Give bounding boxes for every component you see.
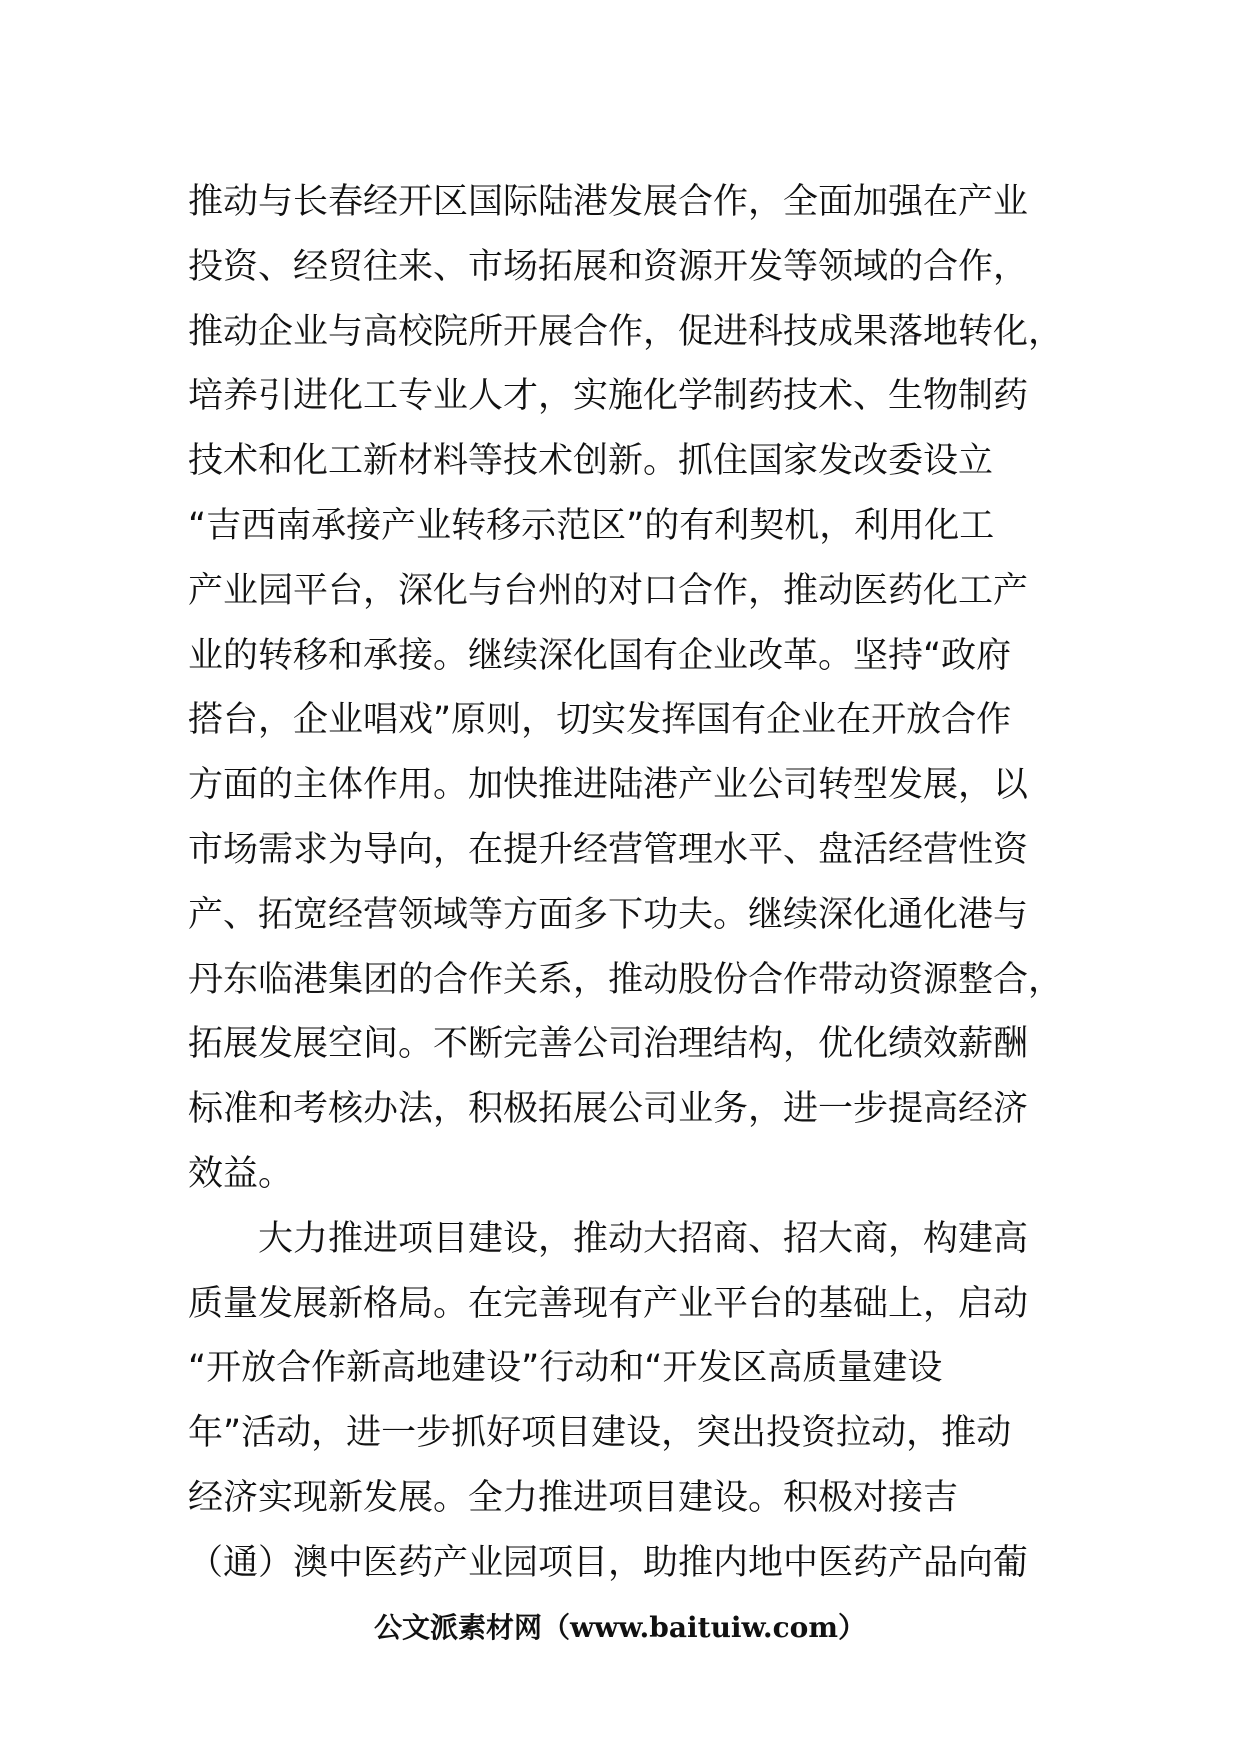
text-line: 业的转移和承接。继续深化国有企业改革。坚持“政府: [188, 635, 1012, 676]
text-line: 搭台，企业唱戏”原则，切实发挥国有企业在开放合作: [188, 700, 1012, 741]
text-line: 效益。: [188, 1153, 294, 1194]
text-line: 推动与长春经开区国际陆港发展合作，全面加强在产业: [188, 182, 1029, 222]
text-line: 产业园平台，深化与台州的对口合作，推动医药化工产: [188, 570, 1029, 611]
text-line: “开放合作新高地建设”行动和“开发区高质量建设: [188, 1348, 943, 1389]
text-line: 培养引进化工专业人才，实施化学制药技术、生物制药: [188, 376, 1029, 417]
footer-watermark: 公文派素材网（www.baituiw.com）: [374, 1611, 866, 1644]
text-line: （通）澳中医药产业园项目，助推内地中医药产品向葡: [188, 1542, 1029, 1583]
text-line: 市场需求为导向，在提升经营管理水平、盘活经营性资: [188, 829, 1029, 870]
document-body: [188, 170, 1068, 1596]
text-line: 投资、经贸往来、市场拓展和资源开发等领域的合作，: [188, 246, 1029, 287]
text-line: 推动企业与高校院所开展合作，促进科技成果落地转化，: [188, 311, 1064, 352]
text-line: 质量发展新格局。在完善现有产业平台的基础上，启动: [188, 1283, 1029, 1324]
text-line: 经济实现新发展。全力推进项目建设。积极对接吉: [188, 1477, 959, 1518]
text-line: “吉西南承接产业转移示范区”的有利契机，利用化工: [188, 505, 995, 546]
paragraph-first-line: 大力推进项目建设，推动大招商、招大商，构建高: [258, 1218, 1029, 1259]
text-line: 标准和考核办法，积极拓展公司业务，进一步提高经济: [188, 1089, 1029, 1130]
text-line: 方面的主体作用。加快推进陆港产业公司转型发展，以: [188, 765, 1029, 806]
text-line: 年”活动，进一步抓好项目建设，突出投资拉动，推动: [188, 1413, 1012, 1454]
text-line: 技术和化工新材料等技术创新。抓住国家发改委设立: [188, 441, 994, 482]
text-line: 丹东临港集团的合作关系，推动股份合作带动资源整合，: [188, 959, 1064, 1000]
text-line: 产、拓宽经营领域等方面多下功夫。继续深化通化港与: [188, 894, 1029, 935]
text-line: 拓展发展空间。不断完善公司治理结构，优化绩效薪酬: [188, 1024, 1029, 1065]
